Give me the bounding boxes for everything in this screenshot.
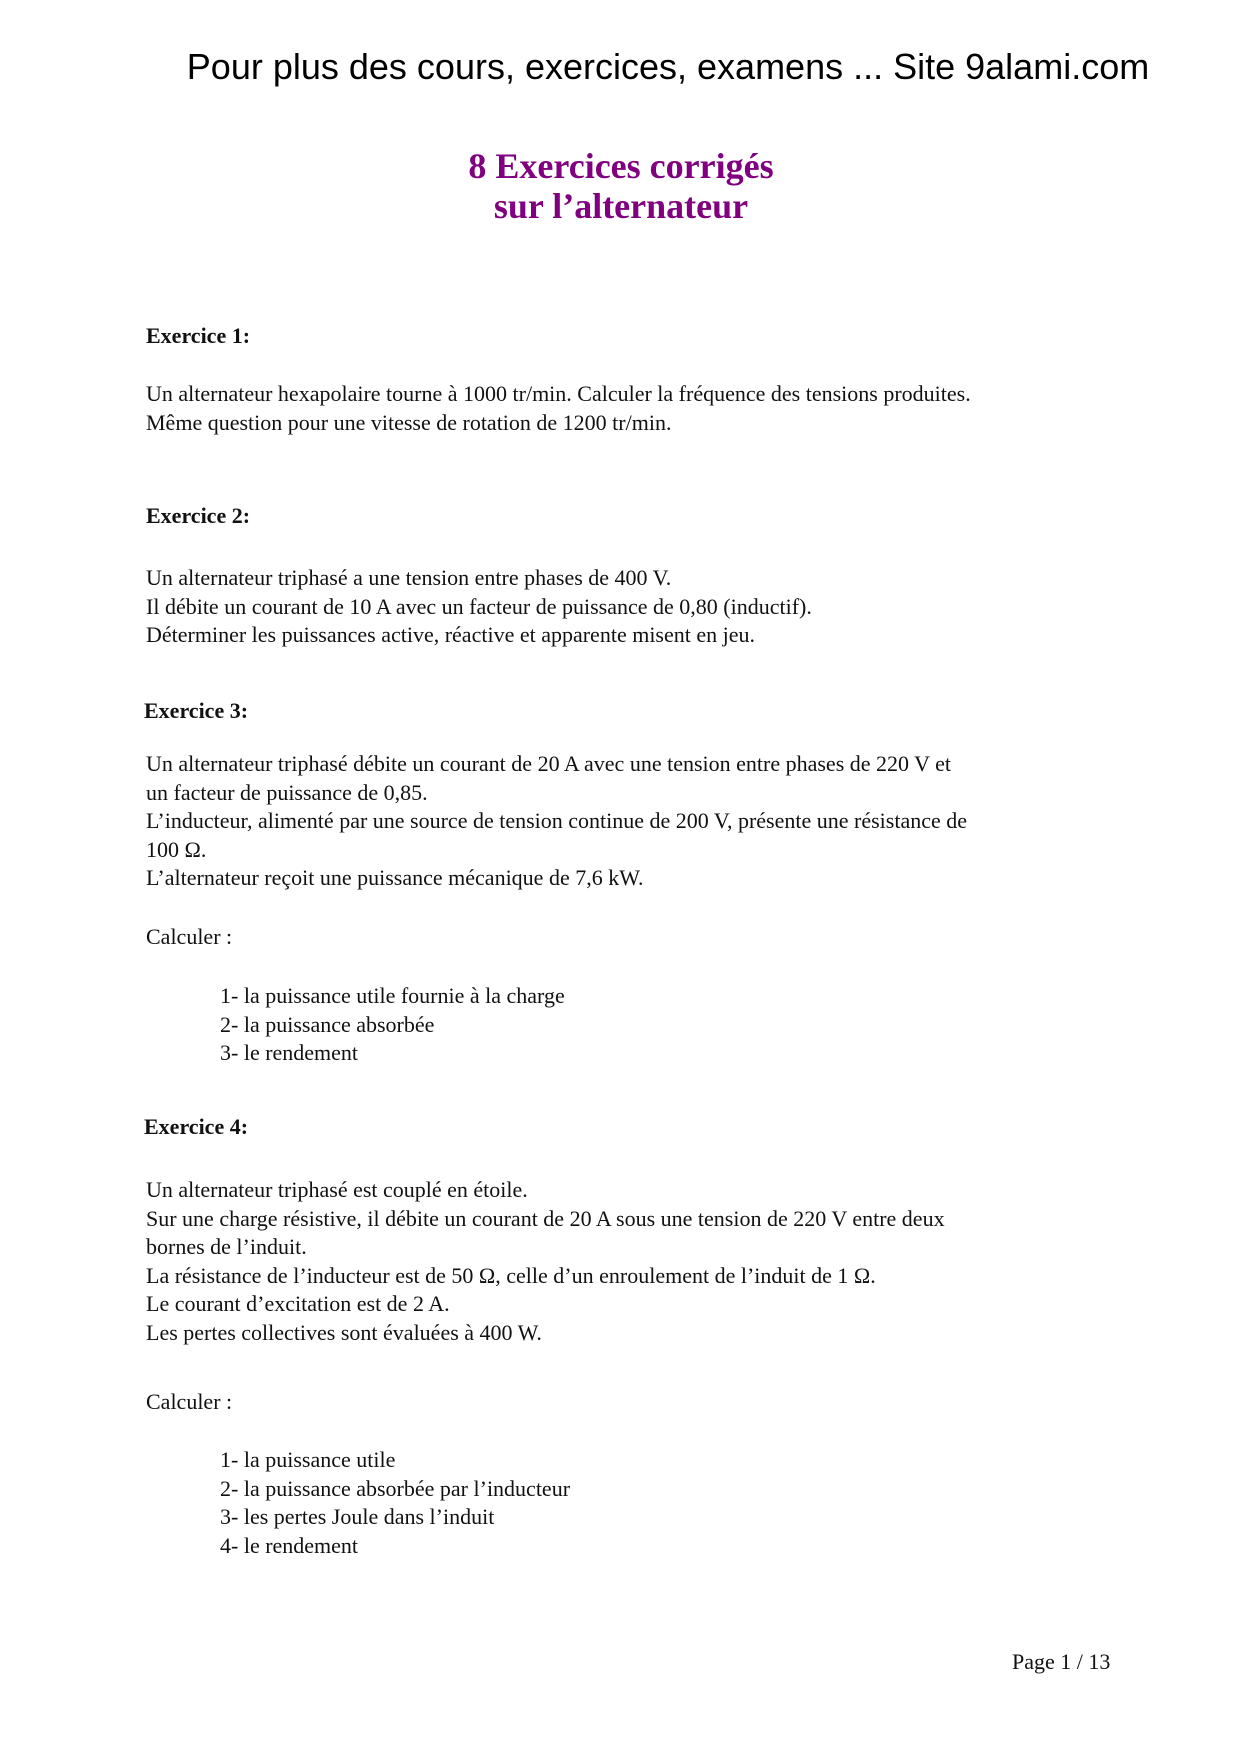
statement-line: Il débite un courant de 10 A avec un facteur de puissance de 0,80 (inductif). <box>146 593 812 619</box>
statement-line: Un alternateur triphasé est couplé en étoile. <box>146 1177 528 1202</box>
document-title <box>0 146 1240 226</box>
exercice-2-heading: Exercice 2: <box>146 503 251 528</box>
statement-line: Un alternateur hexapolaire tourne à 1000 tr/min. Calculer la fréquence des tensions produites. <box>146 381 971 406</box>
statement-line: Déterminer les puissances active, réactive et apparente misent en jeu. <box>146 622 756 647</box>
statement-line: 100 Ω. <box>146 836 207 862</box>
exercice-4-questions <box>220 1446 570 1560</box>
exercice-3-calculer: Calculer : <box>146 924 233 949</box>
exercice-3-statement <box>146 750 1106 893</box>
list-item: 4- le rendement <box>220 1532 359 1558</box>
title-line-1: 8 Exercices corrigés <box>468 146 774 186</box>
exercice-3-questions <box>220 982 565 1068</box>
exercice-2-statement <box>146 564 1106 650</box>
page-number: Page 1 / 13 <box>1012 1649 1111 1674</box>
list-item: 3- les pertes Joule dans l’induit <box>220 1504 495 1529</box>
title-line-2: sur l’alternateur <box>493 186 749 226</box>
list-item: 1- la puissance utile <box>220 1447 396 1472</box>
statement-line: L’alternateur reçoit une puissance mécanique de 7,6 kW. <box>146 865 644 890</box>
site-banner: Pour plus des cours, exercices, examens ... Site 9alami.com <box>186 46 1150 87</box>
list-item: 2- la puissance absorbée par l’inducteur <box>220 1475 571 1501</box>
exercice-3-heading: Exercice 3: <box>144 698 249 723</box>
statement-line: Un alternateur triphasé débite un courant de 20 A avec une tension entre phases de 220 V et <box>146 751 951 776</box>
exercice-4-calculer: Calculer : <box>146 1389 233 1414</box>
statement-line: Même question pour une vitesse de rotation de 1200 tr/min. <box>146 409 672 435</box>
exercice-1-heading: Exercice 1: <box>146 323 251 348</box>
statement-line: Le courant d’excitation est de 2 A. <box>146 1291 450 1316</box>
statement-line: Les pertes collectives sont évaluées à 400 W. <box>146 1319 542 1345</box>
statement-line: un facteur de puissance de 0,85. <box>146 779 428 805</box>
exercice-1-statement <box>146 380 1106 437</box>
list-item: 2- la puissance absorbée <box>220 1011 435 1037</box>
statement-line: bornes de l’induit. <box>146 1234 307 1259</box>
statement-line: La résistance de l’inducteur est de 50 Ω, celle d’un enroulement de l’induit de 1 Ω. <box>146 1262 876 1288</box>
exercice-4-statement <box>146 1176 1106 1347</box>
list-item: 1- la puissance utile fournie à la charge <box>220 983 565 1008</box>
statement-line: L’inducteur, alimenté par une source de tension continue de 200 V, présente une résistance de <box>146 808 968 833</box>
statement-line: Sur une charge résistive, il débite un courant de 20 A sous une tension de 220 V entre deux <box>146 1205 945 1231</box>
list-item: 3- le rendement <box>220 1040 359 1065</box>
statement-line: Un alternateur triphasé a une tension entre phases de 400 V. <box>146 565 672 590</box>
exercice-4-heading: Exercice 4: <box>144 1114 249 1139</box>
